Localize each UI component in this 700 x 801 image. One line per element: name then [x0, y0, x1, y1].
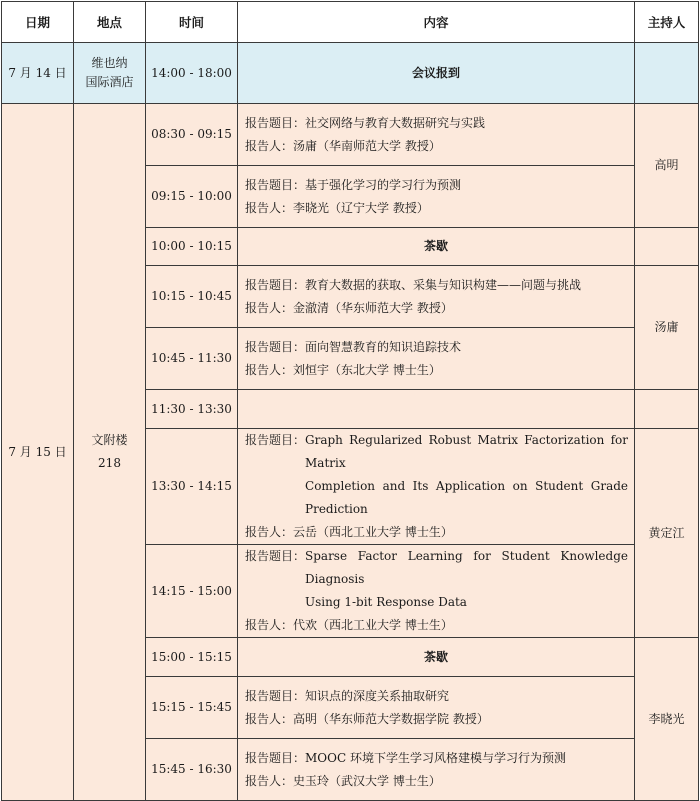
session-title: 社交网络与教育大数据研究与实践: [305, 115, 486, 130]
session-title-line2: Completion and Its Application on Student Grade Prediction: [305, 479, 628, 516]
title-label: 报告题目：: [245, 277, 306, 292]
host-4: 李晓光: [635, 638, 699, 801]
session-time: 15:15 - 15:45: [146, 677, 238, 739]
host-empty: [635, 228, 699, 266]
session-title-line1: Sparse Factor Learning for Student Knowledge Diagnosis: [305, 549, 628, 586]
session-content: [238, 677, 635, 739]
session-content: [238, 328, 635, 390]
day1-host: [635, 43, 699, 104]
header-host: 主持人: [635, 2, 699, 43]
session-content: [238, 266, 635, 328]
gap-content: [238, 390, 635, 429]
session-time: 10:00 - 10:15: [146, 228, 238, 266]
title-label: 报告题目：: [245, 688, 306, 703]
day1-date: 7 月 14 日: [2, 43, 74, 104]
speaker-label: 报告人：: [245, 773, 294, 788]
session-title-line1: Graph Regularized Robust Matrix Factorization for Matrix: [305, 433, 628, 470]
session-time: 09:15 - 10:00: [146, 166, 238, 228]
title-label: 报告题目：: [245, 339, 306, 354]
day2-place: [74, 104, 146, 801]
session-time: 15:45 - 16:30: [146, 739, 238, 801]
session-time: 14:15 - 15:00: [146, 545, 238, 638]
day1-content: 会议报到: [238, 43, 635, 104]
session-content: [238, 429, 635, 545]
day1-place-line1: 维也纳: [91, 56, 128, 70]
session-speaker: 金澈清（华东师范大学 教授）: [293, 300, 453, 315]
session-time: 08:30 - 09:15: [146, 104, 238, 166]
session-title: 教育大数据的获取、采集与知识构建——问题与挑战: [305, 277, 582, 292]
schedule-table: [1, 1, 699, 801]
day1-place-line2: 国际酒店: [85, 75, 134, 89]
session-speaker: 汤庸（华南师范大学 教授）: [293, 138, 441, 153]
session-time: 10:45 - 11:30: [146, 328, 238, 390]
day2-date: 7 月 15 日: [2, 104, 74, 801]
speaker-label: 报告人：: [245, 300, 294, 315]
speaker-label: 报告人：: [245, 711, 294, 726]
session-speaker: 云岳（西北工业大学 博士生）: [293, 525, 453, 539]
day1-row: [2, 43, 699, 104]
host-empty: [635, 390, 699, 429]
title-label: 报告题目：: [245, 433, 306, 447]
title-label: 报告题目：: [245, 177, 306, 192]
break-label: 茶歇: [238, 228, 635, 266]
session-speaker: 高明（华东师范大学数据学院 教授）: [293, 711, 489, 726]
speaker-label: 报告人：: [245, 138, 294, 153]
day2-place-line2: 218: [98, 456, 121, 470]
speaker-label: 报告人：: [245, 362, 294, 377]
session-content: [238, 739, 635, 801]
header-date: 日期: [2, 2, 74, 43]
session-time: 10:15 - 10:45: [146, 266, 238, 328]
session-title: 面向智慧教育的知识追踪技术: [305, 339, 462, 354]
day1-place: [74, 43, 146, 104]
host-2: 汤庸: [635, 266, 699, 390]
session-title: 基于强化学习的学习行为预测: [305, 177, 462, 192]
day2-place-line1: 文附楼: [91, 433, 128, 447]
session-title: 知识点的深度关系抽取研究: [305, 688, 450, 703]
session-title-line2: Using 1-bit Response Data: [305, 595, 467, 609]
header-place: 地点: [74, 2, 146, 43]
speaker-label: 报告人：: [245, 525, 294, 539]
header-content: 内容: [238, 2, 635, 43]
title-label: 报告题目：: [245, 549, 306, 563]
session-content: [238, 166, 635, 228]
title-label: 报告题目：: [245, 115, 306, 130]
session-title: MOOC 环境下学生学习风格建模与学习行为预测: [305, 750, 566, 765]
session-content: [238, 104, 635, 166]
session-time: 11:30 - 13:30: [146, 390, 238, 429]
title-label: 报告题目：: [245, 750, 306, 765]
host-3: 黄定江: [635, 429, 699, 638]
session-content: [238, 545, 635, 638]
session-speaker: 代欢（西北工业大学 博士生）: [293, 618, 453, 632]
session-time: 13:30 - 14:15: [146, 429, 238, 545]
session-row: [2, 104, 699, 166]
header-time: 时间: [146, 2, 238, 43]
speaker-label: 报告人：: [245, 200, 294, 215]
host-1: 高明: [635, 104, 699, 228]
session-speaker: 史玉玲（武汉大学 博士生）: [293, 773, 441, 788]
session-time: 15:00 - 15:15: [146, 638, 238, 677]
break-label: 茶歇: [238, 638, 635, 677]
session-speaker: 刘恒宇（东北大学 博士生）: [293, 362, 441, 377]
day1-time: 14:00 - 18:00: [146, 43, 238, 104]
header-row: [2, 2, 699, 43]
speaker-label: 报告人：: [245, 618, 294, 632]
session-speaker: 李晓光（辽宁大学 教授）: [293, 200, 429, 215]
